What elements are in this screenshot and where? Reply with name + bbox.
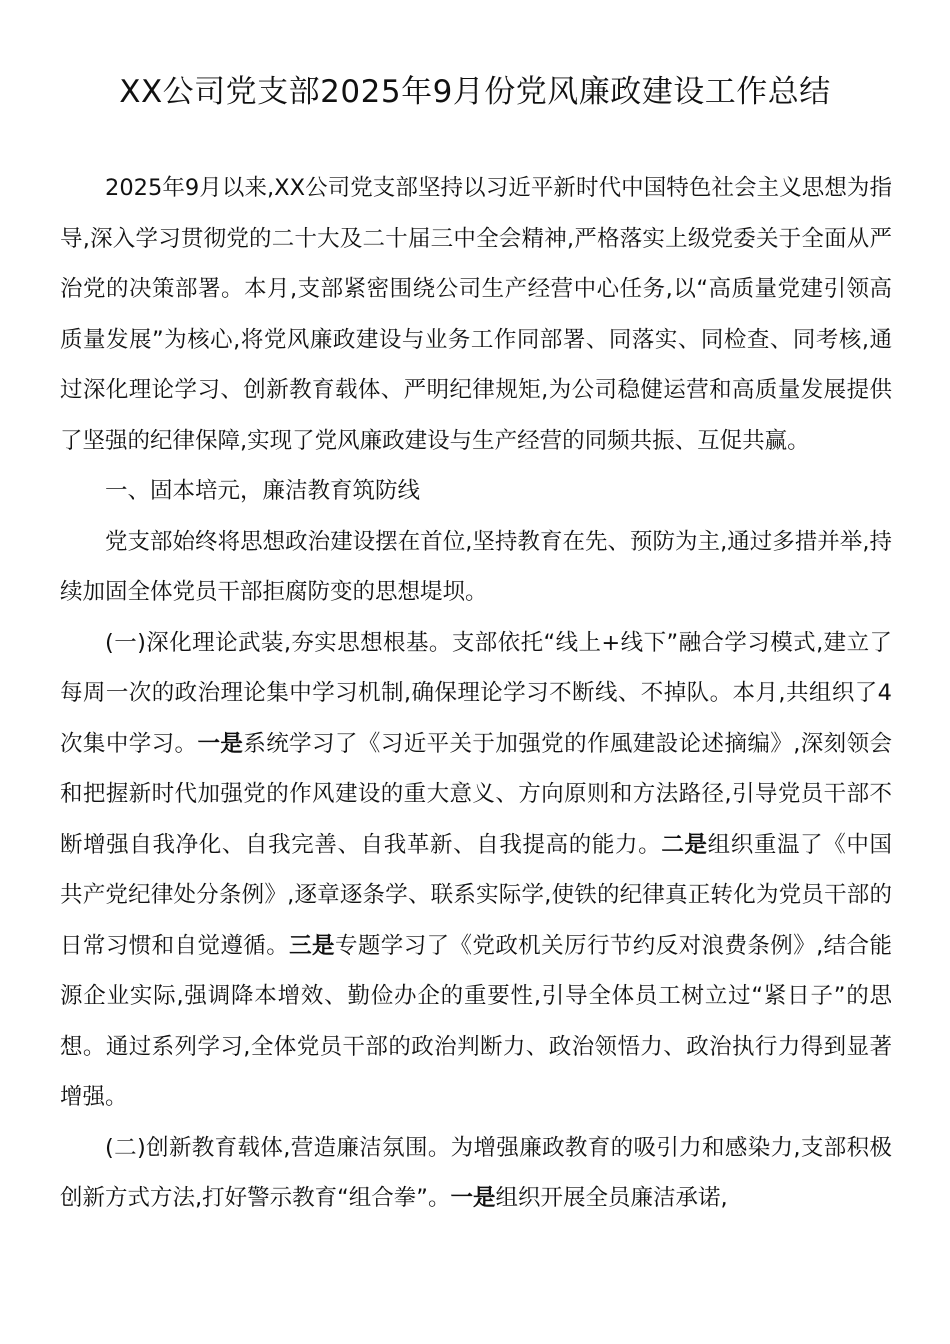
subsection-1-text-b: 系统学习了《习近平关于加强党的作風建設论述摘编》,深刻领会和把握新时代加强党的作风建设的重大意义、方向原则和方法路径,引导党员干部不断增强自我净化、自我完善、自我革新、自我提高的能力。 bbox=[60, 730, 892, 858]
subsection-1-text-a: (一)深化理论武装,夯实思想根基。支部依托“线上+线下”融合学习模式,建立了每周一次的政治理论集中学习机制,确保理论学习不断线、不掉队。本月,共组织了4次集中学习。 bbox=[60, 629, 892, 757]
subsection-1-label-1: 一是 bbox=[197, 730, 244, 757]
section-heading-1: 一、固本培元，廉洁教育筑防线 bbox=[105, 478, 421, 504]
subsection-2-text-a: (二)创新教育载体,营造廉洁氛围。为增强廉政教育的吸引力和感染力,支部积极创新方式方法,打好警示教育“组合拳”。 bbox=[60, 1134, 892, 1211]
subsection-2-text-b: 组织开展全员廉洁承诺, bbox=[495, 1185, 728, 1211]
subsection-2-label-1: 一是 bbox=[450, 1185, 496, 1211]
subsection-1-text-c: 组织重温了《中国共产党纪律处分条例》,逐章逐条学、联系实际学,使铁的纪律真正转化为党员干部的日常习惯和自觉遵循。 bbox=[60, 831, 892, 959]
subsection-1-label-2: 二是 bbox=[661, 831, 708, 858]
document-body bbox=[60, 163, 892, 1224]
intro-paragraph: 2025年9月以来,XX公司党支部坚持以习近平新时代中国特色社会主义思想为指导,深入学习贯彻党的二十大及二十届三中全会精神,严格落实上级党委关于全面从严治党的决策部署。本月,支部紧密围绕公司生产经营中心任务,以“高质量党建引领高质量发展”为核心,将党风廉政建设与业务工作同部署、同落实、同检查、同考核,通过深化理论学习、创新教育载体、严明纪律规矩,为公司稳健运营和高质量发展提供了坚强的纪律保障,实现了党风廉政建设与生产经营的同频共振、互促共赢。 bbox=[60, 175, 892, 454]
subsection-1-text-d: 专题学习了《党政机关厉行节约反对浪费条例》,结合能源企业实际,强调降本增效、勤俭办企的重要性,引导全体员工树立过“紧日子”的思想。通过系列学习,全体党员干部的政治判断力、政治领悟力、政治执行力得到显著增强。 bbox=[60, 932, 892, 1110]
subsection-1-paragraph bbox=[60, 618, 892, 1123]
subsection-1-label-3: 三是 bbox=[289, 932, 335, 959]
document-title: XX公司党支部2025年9月份党风廉政建设工作总结 bbox=[119, 74, 831, 110]
section-1-intro-paragraph: 党支部始终将思想政治建设摆在首位,坚持教育在先、预防为主,通过多措并举,持续加固全体党员干部拒腐防变的思想堤坝。 bbox=[60, 528, 892, 605]
subsection-2-paragraph bbox=[60, 1123, 892, 1224]
